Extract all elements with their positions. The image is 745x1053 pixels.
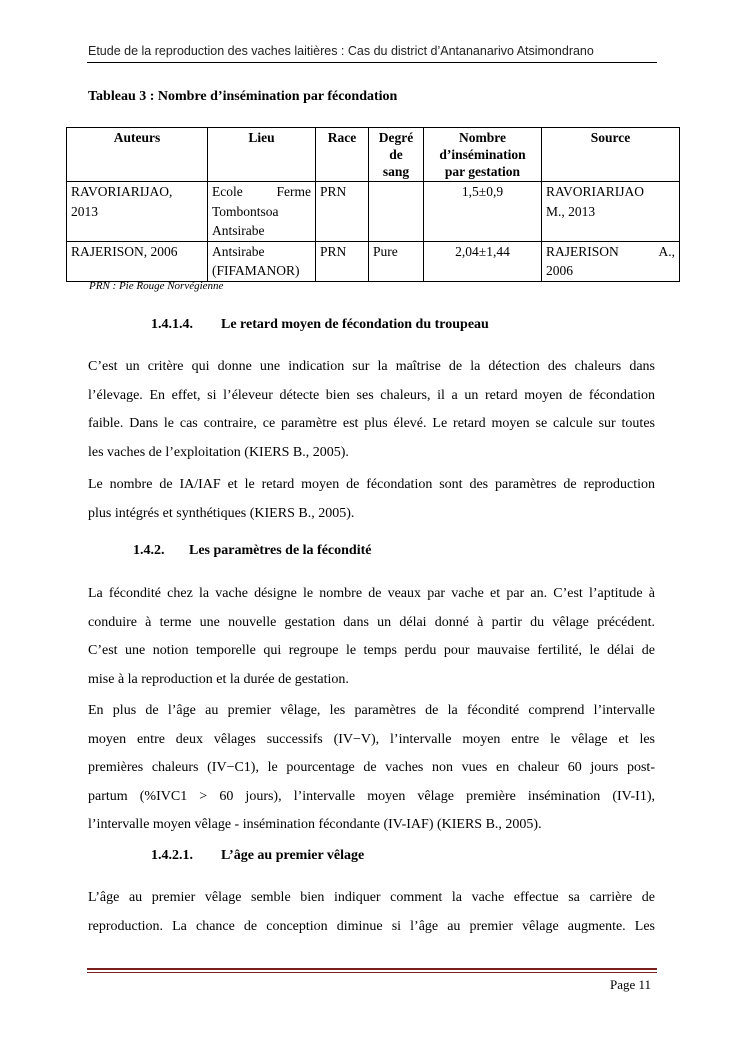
cell-lieu (208, 182, 316, 242)
text-line: C’est une notion temporelle qui regroupe le temps perdu pour mauvaise fertilité, le délai de (88, 643, 655, 658)
cell-source (542, 182, 680, 242)
col-header-nombre-line: Nombre (459, 130, 506, 145)
col-header-race: Race (316, 128, 369, 182)
paragraph-age-premier-velage (88, 884, 655, 941)
cell-source (542, 241, 680, 281)
text-line: En plus de l’âge au premier vêlage, les paramètres de la fécondité comprend l’intervalle (88, 703, 655, 718)
cell-line: 2006 (546, 263, 573, 278)
cell-line: (FIFAMANOR) (212, 263, 300, 278)
text-line: mise à la reproduction et la durée de gestation. (88, 671, 349, 687)
table-caption: Tableau 3 : Nombre d’insémination par fécondation (88, 89, 398, 104)
col-header-nombre-line: par gestation (444, 164, 521, 179)
cell-line: Tombontsoa (212, 203, 279, 219)
col-header-source: Source (542, 128, 680, 182)
cell-line: Antsirabe (212, 243, 265, 259)
running-header: Etude de la reproduction des vaches laitières : Cas du district d’Antananarivo Atsimondrano (88, 44, 594, 58)
text-line: plus intégrés et synthétiques (KIERS B., 2005). (88, 505, 355, 521)
page-number: Page 11 (610, 977, 652, 992)
text-line: C’est un critère qui donne une indication sur la maîtrise de la détection des chaleurs dans (88, 359, 655, 374)
header-divider (87, 62, 657, 63)
cell-line: RAJERISON A., (546, 243, 675, 259)
cell-auteurs (67, 241, 208, 281)
section-number: 1.4.2.1. (151, 848, 193, 863)
text-line: La fécondité chez la vache désigne le nombre de veaux par vache et par an. C’est l’aptitude à (88, 586, 655, 601)
cell-line: RAVORIARIJAO, (71, 184, 173, 199)
cell-race: PRN (316, 241, 369, 281)
cell-line: RAVORIARIJAO (546, 184, 645, 199)
cell-line: M., 2013 (546, 203, 596, 219)
col-header-degre-line: sang (382, 164, 410, 179)
cell-degre-de-sang (369, 182, 424, 242)
footer-divider-thick (87, 968, 657, 970)
footer-divider-thin (87, 972, 657, 973)
insemination-table (66, 127, 680, 282)
text-line: L’âge au premier vêlage semble bien indiquer comment la vache effectue sa carrière de (88, 890, 655, 905)
text-line: moyen entre deux vêlages successifs (IV−V), l’intervalle moyen entre le vêlage et les (88, 731, 655, 747)
text-line: faible. Dans le cas contraire, ce paramètre est plus élevé. Le retard moyen se calcule sur toutes (88, 416, 655, 431)
text-line: Le nombre de IA/IAF et le retard moyen de fécondation sont des paramètres de reproduction (88, 477, 655, 492)
col-header-nombre-line: d’insémination (439, 147, 526, 162)
table-footnote: PRN : Pie Rouge Norvégienne (89, 280, 224, 292)
text-line: l’intervalle moyen vêlage - insémination fécondante (IV-IAF) (KIERS B., 2005). (88, 817, 542, 832)
cell-lieu (208, 241, 316, 281)
text-line: reproduction. La chance de conception diminue si l’âge au premier vêlage augmente. Les (88, 918, 655, 934)
table-row (67, 241, 680, 281)
col-header-degre-line: de (389, 147, 403, 162)
text-line: partum (%IVC1 > 60 jours), l’intervalle moyen vêlage première insémination (IV-I1), (88, 788, 655, 804)
paragraph-fecondite (88, 580, 655, 694)
text-line: premières chaleurs (IV−C1), le pourcentage de vaches non vues en chaleur 60 jours post- (88, 760, 655, 775)
cell-degre-de-sang: Pure (369, 241, 424, 281)
section-title: Les paramètres de la fécondité (189, 543, 372, 558)
paragraph-parametres (88, 697, 655, 840)
cell-line: Ecole Ferme (212, 184, 311, 199)
col-header-degre-de-sang (369, 128, 424, 182)
paragraph-ia-iaf (88, 471, 655, 528)
cell-nombre: 2,04±1,44 (424, 241, 542, 281)
text-line: l’élevage. En effet, si l’éleveur détecte bien ses chaleurs, il a un retard moyen de fécondation (88, 387, 655, 403)
cell-auteurs (67, 182, 208, 242)
table-row (67, 182, 680, 242)
text-line: conduire à terme une nouvelle gestation dans un délai donné à partir du vêlage précédent. (88, 614, 655, 630)
text-line: les vaches de l’exploitation (KIERS B., 2005). (88, 444, 349, 460)
section-number: 1.4.1.4. (151, 317, 193, 332)
section-title: L’âge au premier vêlage (221, 848, 365, 863)
section-heading-1414 (151, 317, 489, 333)
col-header-auteurs: Auteurs (67, 128, 208, 182)
cell-line: 2013 (71, 203, 98, 219)
col-header-nombre-insemination (424, 128, 542, 182)
cell-nombre: 1,5±0,9 (424, 182, 542, 242)
paragraph-retard-moyen (88, 353, 655, 467)
table-header-row (67, 128, 680, 182)
section-title: Le retard moyen de fécondation du troupeau (221, 317, 489, 332)
section-heading-142 (133, 543, 371, 559)
col-header-lieu: Lieu (208, 128, 316, 182)
col-header-degre-line: Degré (378, 130, 414, 145)
cell-line: Antsirabe (212, 223, 265, 238)
section-number: 1.4.2. (133, 543, 165, 558)
section-heading-1421 (151, 848, 364, 864)
cell-line: RAJERISON, 2006 (71, 243, 178, 259)
cell-race: PRN (316, 182, 369, 242)
